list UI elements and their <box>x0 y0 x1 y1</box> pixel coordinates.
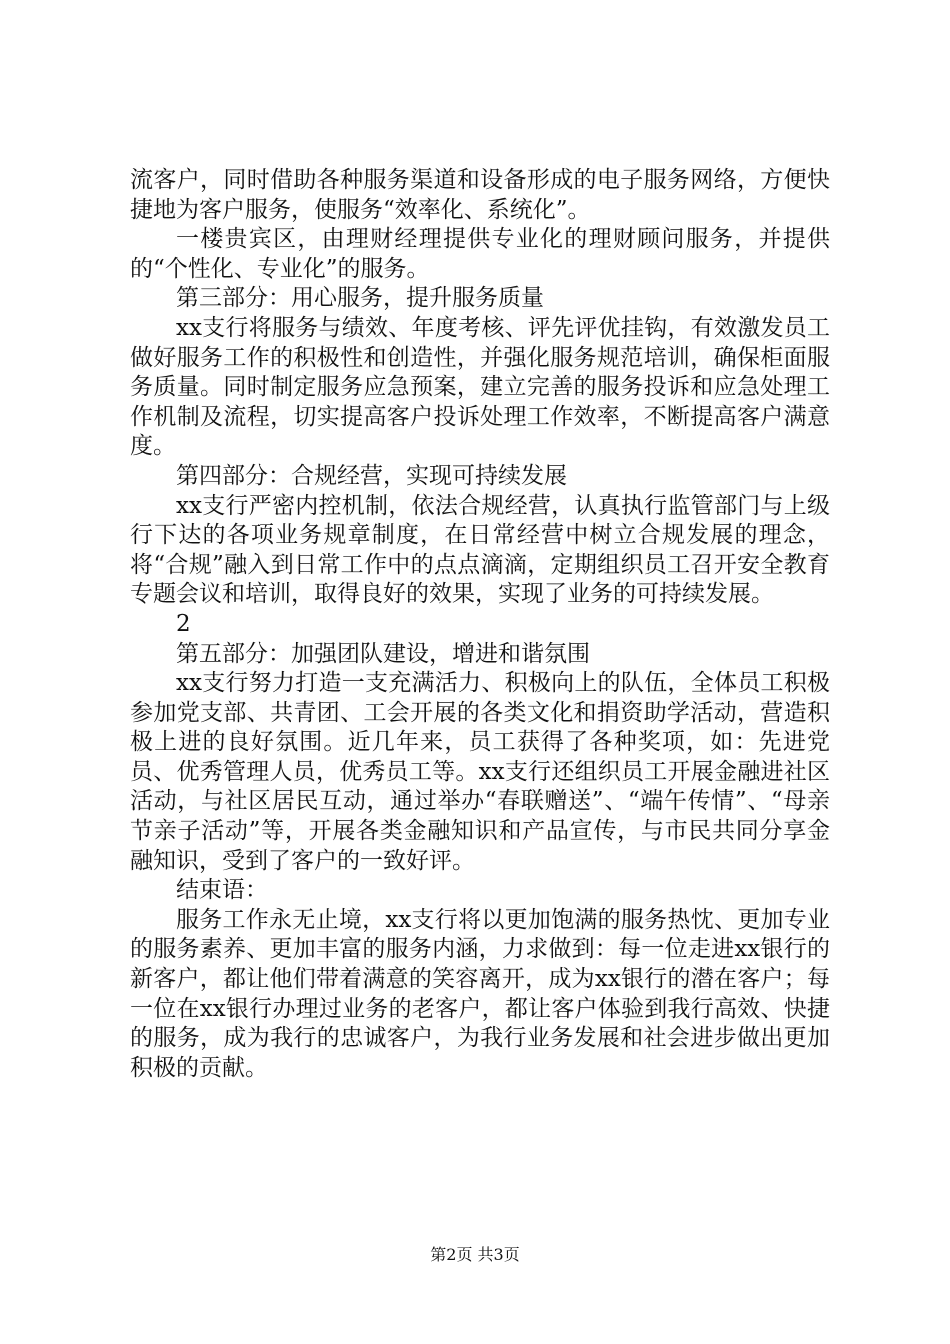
section-heading-conclusion: 结束语： <box>176 877 268 904</box>
paragraph-part-four: xx支行严密内控机制，依法合规经营，认真执行监管部门与上级行下达的各项业务规章制度，在日常经营中树立合规发展的理念，将“合规”融入到日常工作中的点点滴滴，定期组织员工召开安全教育专题会议和培训，取得良好的效果，实现了业务的可持续发展。 <box>130 492 830 608</box>
section-heading-part-five: 第五部分：加强团队建设，增进和谐氛围 <box>176 640 590 667</box>
section-heading-part-four: 第四部分：合规经营，实现可持续发展 <box>176 462 567 489</box>
section-heading-part-three: 第三部分：用心服务，提升服务质量 <box>176 285 544 312</box>
document-body <box>130 166 830 1083</box>
paragraph-continuation: 流客户，同时借助各种服务渠道和设备形成的电子服务网络，方便快捷地为客户服务，使服务“效率化、系统化”。 <box>130 167 830 223</box>
paragraph-part-three: xx支行将服务与绩效、年度考核、评先评优挂钩，有效激发员工做好服务工作的积极性和创造性，并强化服务规范培训，确保柜面服务质量。同时制定服务应急预案，建立完善的服务投诉和应急处理工作机制及流程，切实提高客户投诉处理工作效率，不断提高客户满意度。 <box>130 314 830 460</box>
paragraph-conclusion: 服务工作永无止境，xx支行将以更加饱满的服务热忱、更加专业的服务素养、更加丰富的服务内涵，力求做到：每一位走进xx银行的新客户，都让他们带着满意的笑容离开，成为xx银行的潜在客户；每一位在xx银行办理过业务的老客户，都让客户体验到我行高效、快捷的服务，成为我行的忠诚客户，为我行业务发展和社会进步做出更加积极的贡献。 <box>130 906 830 1081</box>
paragraph-vip-area: 一楼贵宾区，由理财经理提供专业化的理财顾问服务，并提供的“个性化、专业化”的服务。 <box>130 226 830 282</box>
inline-page-number: 2 <box>176 610 191 637</box>
page-number-label: 第2页 共3页 <box>430 1245 520 1264</box>
paragraph-part-five: xx支行努力打造一支充满活力、积极向上的队伍，全体员工积极参加党支部、共青团、工会开展的各类文化和捐资助学活动，营造积极上进的良好氛围。近几年来，员工获得了各种奖项，如：先进党员、优秀管理人员，优秀员工等。xx支行还组织员工开展金融进社区活动，与社区居民互动，通过举办“春联赠送”、“端午传情”、“母亲节亲子活动”等，开展各类金融知识和产品宣传，与市民共同分享金融知识，受到了客户的一致好评。 <box>130 670 830 874</box>
page-footer <box>0 1245 950 1265</box>
